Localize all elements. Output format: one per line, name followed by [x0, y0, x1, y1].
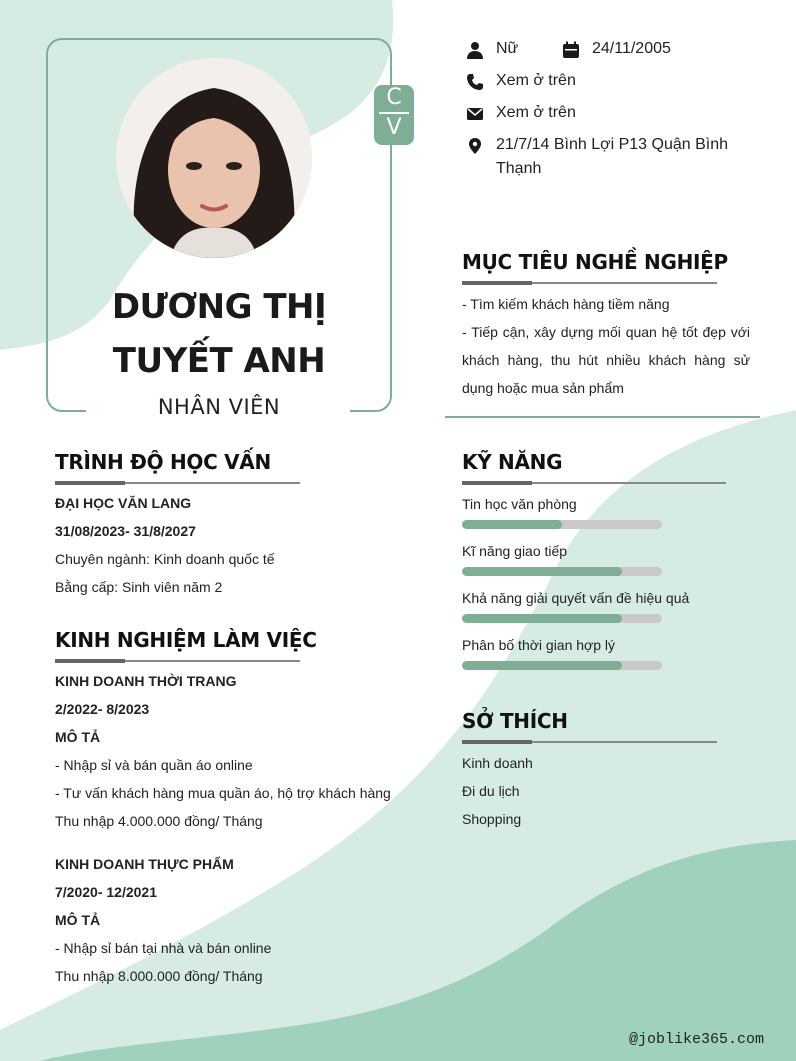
cv-badge-separator	[379, 112, 409, 114]
job-desc-label: MÔ TẢ	[55, 912, 101, 928]
skill-bar	[462, 661, 662, 670]
section-divider	[445, 416, 760, 418]
job-detail: Thu nhập 4.000.000 đồng/ Tháng	[55, 813, 263, 829]
cv-badge	[374, 85, 414, 145]
mail-icon	[466, 105, 484, 123]
skill-label: Tin học văn phòng	[462, 496, 577, 512]
job-desc-label: MÔ TẢ	[55, 729, 101, 745]
school-degree: Bằng cấp: Sinh viên năm 2	[55, 579, 223, 595]
skill-label: Phân bố thời gian hợp lý	[462, 637, 616, 653]
profile-name: DƯƠNG THỊ TUYẾT ANH	[111, 287, 327, 381]
job-detail: - Tư vấn khách hàng mua quần áo, hộ trợ khách hàng	[55, 785, 391, 801]
objective-line: - Tiếp cận, xây dựng mối quan hệ tốt đẹp với khách hàng, thu hút nhiều khách hàng sử dụng hoặc mua sản phẩm	[462, 324, 750, 396]
job-detail: - Nhập sỉ và bán quần áo online	[55, 757, 253, 773]
job-detail: Thu nhập 8.000.000 đồng/ Tháng	[55, 968, 263, 984]
skill-bar-fill	[462, 567, 622, 576]
school-name: ĐẠI HỌC VĂN LANG	[55, 495, 192, 511]
skill-bar	[462, 567, 662, 576]
phone-value: Xem ở trên	[496, 72, 576, 89]
hobby-item: Đi du lịch	[462, 783, 520, 799]
skill-bar-fill	[462, 614, 622, 623]
education-heading: TRÌNH ĐỘ HỌC VẤN	[55, 450, 271, 474]
skill-label: Khả năng giải quyết vấn đề hiệu quả	[462, 590, 690, 606]
contact-birthday	[562, 40, 671, 61]
hobby-item: Shopping	[462, 811, 522, 827]
skill-label: Kĩ năng giao tiếp	[462, 543, 568, 559]
skill-bar	[462, 614, 662, 623]
calendar-icon	[562, 41, 580, 59]
objective-line: - Tìm kiếm khách hàng tiềm năng	[462, 296, 670, 312]
experience-underline	[55, 660, 300, 662]
birthday-value: 24/11/2005	[592, 40, 671, 57]
skill-bar-fill	[462, 661, 622, 670]
skill-bar	[462, 520, 662, 529]
profile-title: NHÂN VIÊN	[157, 395, 281, 419]
school-period: 31/08/2023- 31/8/2027	[55, 523, 196, 539]
skills-underline	[462, 482, 726, 484]
gender-value: Nữ	[496, 40, 519, 57]
job-title: KINH DOANH THỜI TRANG	[55, 673, 237, 689]
education-underline	[55, 482, 300, 484]
objective-underline	[462, 282, 717, 284]
hobby-item: Kinh doanh	[462, 755, 533, 771]
job-period: 2/2022- 8/2023	[55, 701, 150, 717]
phone-icon	[466, 73, 484, 91]
watermark: @joblike365.com	[628, 1031, 764, 1048]
school-major: Chuyên ngành: Kinh doanh quốc tế	[55, 551, 275, 567]
skills-heading: KỸ NĂNG	[462, 450, 563, 474]
location-pin-icon	[466, 137, 484, 155]
cv-badge-top: C	[386, 85, 402, 110]
job-title: KINH DOANH THỰC PHẨM	[55, 856, 234, 872]
contact-gender	[466, 40, 518, 61]
job-period: 7/2020- 12/2021	[55, 884, 157, 900]
hobbies-underline	[462, 741, 717, 743]
person-icon	[466, 41, 484, 59]
contact-address	[466, 136, 746, 181]
profile-photo	[116, 58, 312, 258]
address-value: 21/7/14 Bình Lợi P13 Quận Bình Thạnh	[496, 136, 728, 177]
email-value: Xem ở trên	[496, 104, 576, 121]
job-detail: - Nhập sỉ bán tại nhà và bán online	[55, 940, 272, 956]
objective-heading: MỤC TIÊU NGHỀ NGHIỆP	[462, 250, 728, 274]
cv-badge-bottom: V	[386, 115, 402, 140]
skill-bar-fill	[462, 520, 562, 529]
contact-phone	[466, 72, 576, 93]
contact-email	[466, 104, 576, 125]
experience-heading: KINH NGHIỆM LÀM VIỆC	[55, 628, 317, 652]
hobbies-heading: SỞ THÍCH	[462, 709, 568, 733]
